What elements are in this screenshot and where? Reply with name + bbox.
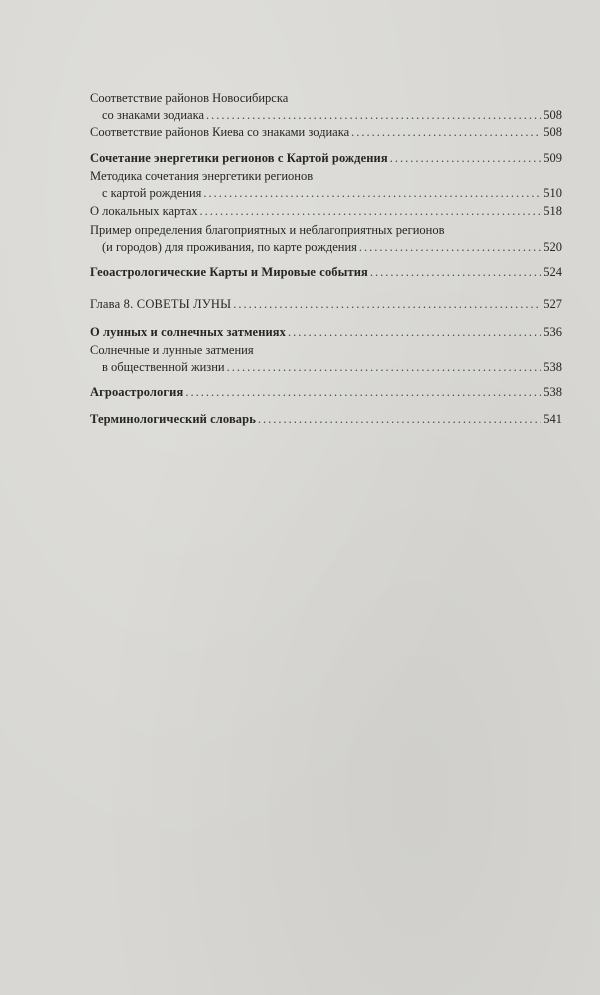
dot-leader <box>390 150 542 166</box>
toc-page-number: 536 <box>543 325 562 339</box>
toc-entry-geoastro <box>90 264 562 281</box>
toc-entry-title-continued: (и городов) для проживания, по карте рождения <box>102 240 357 254</box>
toc-entry-eclipses <box>90 324 562 341</box>
toc-entry-title: Соответствие районов Киева со знаками зодиака <box>90 125 350 139</box>
toc-entry-title-continued: с картой рождения <box>102 186 202 200</box>
toc-entry-kiev <box>90 124 562 141</box>
toc-page-number: 538 <box>543 385 562 399</box>
dot-leader <box>370 264 541 280</box>
toc-entry-title-continued: со знаками зодиака <box>102 108 205 122</box>
toc-entry-local-maps <box>90 203 562 220</box>
toc-page-number: 524 <box>543 265 562 279</box>
toc-entry-title-continued: в общественной жизни <box>102 360 225 374</box>
toc-page-number: 538 <box>543 360 562 374</box>
dot-leader <box>258 411 541 427</box>
toc-entry-title: Пример определения благоприятных и неблагоприятных регионов <box>90 223 445 237</box>
toc-section-title: О лунных и солнечных затмениях <box>90 325 287 339</box>
toc-page-number: 541 <box>543 412 562 426</box>
toc-page-number: 520 <box>543 240 562 254</box>
toc-page-number: 508 <box>543 108 562 122</box>
toc-entry-title: Соответствие районов Новосибирска <box>90 91 289 105</box>
dot-leader <box>185 384 541 400</box>
dot-leader <box>206 107 541 123</box>
dot-leader <box>288 324 541 340</box>
toc-entry-novosibirsk <box>90 90 562 124</box>
dot-leader <box>203 185 541 201</box>
dot-leader <box>359 239 541 255</box>
toc-entry-agro <box>90 384 562 401</box>
toc-page-number: 508 <box>543 125 562 139</box>
toc-entry-glossary <box>90 411 562 428</box>
dot-leader <box>233 296 541 312</box>
toc-entry-chapter-8 <box>90 296 562 313</box>
toc-section-title: Геоастрологические Карты и Мировые события <box>90 265 368 279</box>
toc-entry-title: О локальных картах <box>90 204 198 218</box>
toc-section-title: Терминологический словарь <box>90 412 256 426</box>
toc-entry-eclipses-social <box>90 342 562 376</box>
dot-leader <box>200 203 542 219</box>
toc-section-title: Сочетание энергетики регионов с Картой рождения <box>90 151 388 165</box>
dot-leader <box>227 359 542 375</box>
toc-chapter-title: Глава 8. СОВЕТЫ ЛУНЫ <box>90 297 232 311</box>
toc-entry-title: Солнечные и лунные затмения <box>90 343 254 357</box>
toc-entry-example <box>90 222 562 256</box>
toc-page-number: 527 <box>543 297 562 311</box>
toc-page-number: 509 <box>543 151 562 165</box>
toc-entry-title: Методика сочетания энергетики регионов <box>90 169 314 183</box>
toc-section-title: Агроастрология <box>90 385 184 399</box>
toc-entry-method <box>90 168 562 202</box>
toc-page-number: 510 <box>543 186 562 200</box>
toc-entry-combination <box>90 150 562 167</box>
toc-page-number: 518 <box>543 204 562 218</box>
dot-leader <box>351 124 541 140</box>
